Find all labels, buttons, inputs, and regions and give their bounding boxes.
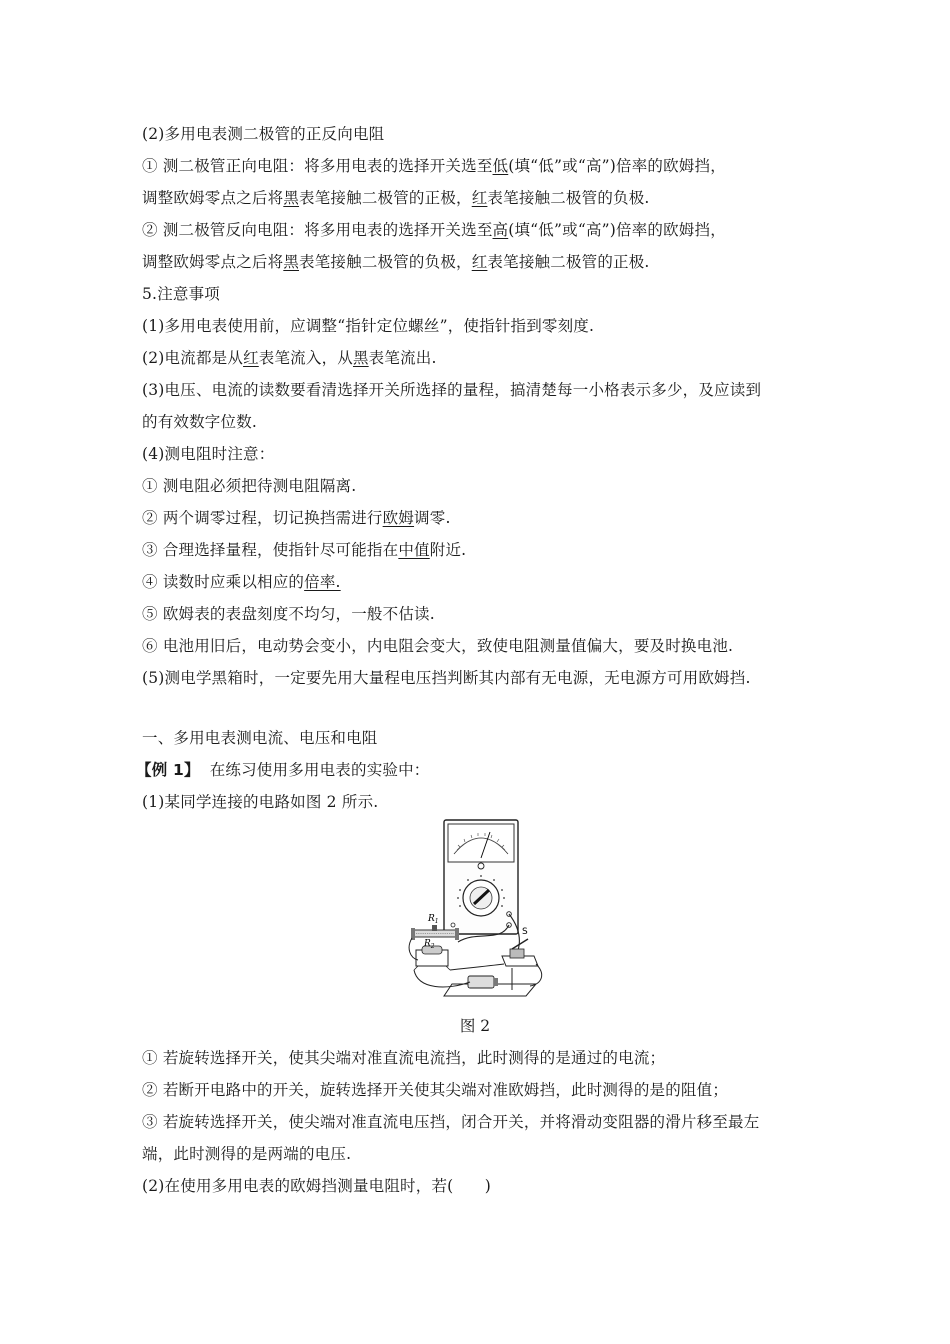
text-line bbox=[142, 187, 650, 209]
text-span: ⑤ 欧姆表的表盘刻度不均匀，一般不估读. bbox=[142, 605, 435, 623]
battery-box bbox=[444, 968, 536, 996]
text-span: (2)多用电表测二极管的正反向电阻 bbox=[142, 125, 385, 143]
text-span: ① 若旋转选择开关，使其尖端对准直流电流挡，此时测得的是通过的电流； bbox=[142, 1049, 666, 1067]
text-line bbox=[142, 507, 451, 529]
answer-blank: 黑 bbox=[352, 349, 369, 367]
text-line bbox=[142, 251, 650, 273]
zero-adjust-screw bbox=[478, 863, 484, 869]
text-span: 调整欧姆零点之后将 bbox=[142, 253, 284, 271]
text-line bbox=[142, 219, 726, 241]
text-span: (1)多用电表使用前，应调整“指针定位螺丝”，使指针指到零刻度. bbox=[142, 317, 595, 335]
figure-caption bbox=[0, 1015, 950, 1037]
text-span: 表笔接触二极管的正极. bbox=[487, 253, 650, 271]
question-line bbox=[142, 791, 378, 813]
text-line bbox=[142, 603, 435, 625]
text-span: 的有效数字位数. bbox=[142, 413, 258, 431]
text-span: 5.注意事项 bbox=[142, 285, 220, 303]
text-span: ③ 合理选择量程，使指针尽可能指在 bbox=[142, 541, 399, 559]
text-span: 调零. bbox=[414, 509, 451, 527]
text-line bbox=[142, 1047, 665, 1069]
text-line bbox=[142, 571, 341, 593]
text-span: 附近. bbox=[429, 541, 467, 559]
text-span: (3)电压、电流的读数要看清选择开关所选择的量程，搞清楚每一小格表示多少，及应读到 bbox=[142, 381, 762, 399]
text-span: (4)测电阻时注意： bbox=[142, 445, 275, 463]
text-line bbox=[142, 155, 726, 177]
text-span: 在练习使用多用电表的实验中： bbox=[209, 761, 430, 779]
switch-s bbox=[502, 939, 538, 966]
circuit-figure bbox=[408, 818, 548, 1000]
text-span: 端，此时测得的是两端的电压. bbox=[142, 1145, 352, 1163]
answer-blank: 欧姆 bbox=[382, 509, 415, 527]
text-span: ① 测电阻必须把待测电阻隔离. bbox=[142, 477, 357, 495]
text-span: (填“低”或“高”)倍率的欧姆挡， bbox=[508, 157, 726, 175]
wire-c bbox=[530, 964, 542, 986]
text-line bbox=[142, 379, 761, 401]
text-span: ③ 若旋转选择开关，使尖端对准直流电压挡，闭合开关，并将滑动变阻器的滑片移至最左 bbox=[142, 1113, 760, 1131]
text-span: ① 测二极管正向电阻：将多用电表的选择开关选至 bbox=[142, 157, 493, 175]
question-line bbox=[142, 1175, 491, 1197]
answer-blank: 高 bbox=[492, 221, 509, 239]
text-line bbox=[142, 123, 384, 145]
wire-a bbox=[414, 970, 470, 987]
text-line bbox=[142, 1143, 351, 1165]
text-span: (填“低”或“高”)倍率的欧姆挡， bbox=[508, 221, 726, 239]
text-span: 调整欧姆零点之后将 bbox=[142, 189, 284, 207]
answer-blank: 红 bbox=[243, 349, 259, 367]
text-line bbox=[142, 667, 751, 689]
text-line bbox=[142, 1111, 759, 1133]
text-line bbox=[142, 411, 257, 433]
answer-blank: 低 bbox=[492, 157, 509, 175]
text-span: (2)在使用多用电表的欧姆挡测量电阻时，若( ) bbox=[142, 1177, 492, 1195]
answer-blank: 红 bbox=[471, 253, 488, 271]
text-span: 表笔接触二极管的正极， bbox=[299, 189, 472, 207]
example-heading bbox=[136, 759, 430, 781]
text-span: ② 若断开电路中的开关，旋转选择开关使其尖端对准欧姆挡，此时测得的是的阻值； bbox=[142, 1081, 729, 1099]
text-span: ② 测二极管反向电阻：将多用电表的选择开关选至 bbox=[142, 221, 493, 239]
wire-b bbox=[450, 964, 504, 970]
r1-label: $R_1$ bbox=[428, 914, 439, 925]
meter-window bbox=[448, 824, 514, 862]
answer-blank: 中值 bbox=[398, 541, 430, 559]
r2-label: $R_2$ bbox=[424, 939, 435, 950]
text-span: 图 2 bbox=[459, 1017, 491, 1035]
answer-blank: 倍率. bbox=[304, 573, 341, 591]
answer-blank: 黑 bbox=[283, 253, 300, 271]
switch-label: S bbox=[522, 927, 528, 937]
text-line bbox=[142, 475, 356, 497]
text-span: 表笔流出. bbox=[368, 349, 437, 367]
text-span: 一、多用电表测电流、电压和电阻 bbox=[142, 729, 378, 747]
section-heading bbox=[142, 283, 220, 305]
section-heading bbox=[142, 727, 378, 749]
text-span: 表笔接触二极管的负极， bbox=[299, 253, 472, 271]
text-span: ⑥ 电池用旧后，电动势会变小，内电阻会变大，致使电阻测量值偏大，要及时换电池. bbox=[142, 637, 734, 655]
text-span: ② 两个调零过程，切记换挡需进行 bbox=[142, 509, 383, 527]
text-span: 表笔流入，从 bbox=[258, 349, 353, 367]
answer-blank: 黑 bbox=[283, 189, 300, 207]
text-line bbox=[142, 347, 437, 369]
text-span: ④ 读数时应乘以相应的 bbox=[142, 573, 305, 591]
text-line bbox=[142, 539, 466, 561]
text-span: (1)某同学连接的电路如图 2 所示. bbox=[142, 793, 379, 811]
text-span: (5)测电学黑箱时，一定要先用大量程电压挡判断其内部有无电源，无电源方可用欧姆挡. bbox=[142, 669, 751, 687]
jack-aux bbox=[451, 923, 455, 927]
example-tag: 【例 1】 bbox=[136, 761, 200, 779]
text-line bbox=[142, 635, 733, 657]
text-span: 表笔接触二极管的负极. bbox=[487, 189, 650, 207]
text-span: (2)电流都是从 bbox=[142, 349, 244, 367]
text-line bbox=[142, 443, 274, 465]
text-line bbox=[142, 1079, 728, 1101]
text-line bbox=[142, 315, 594, 337]
answer-blank: 红 bbox=[471, 189, 488, 207]
